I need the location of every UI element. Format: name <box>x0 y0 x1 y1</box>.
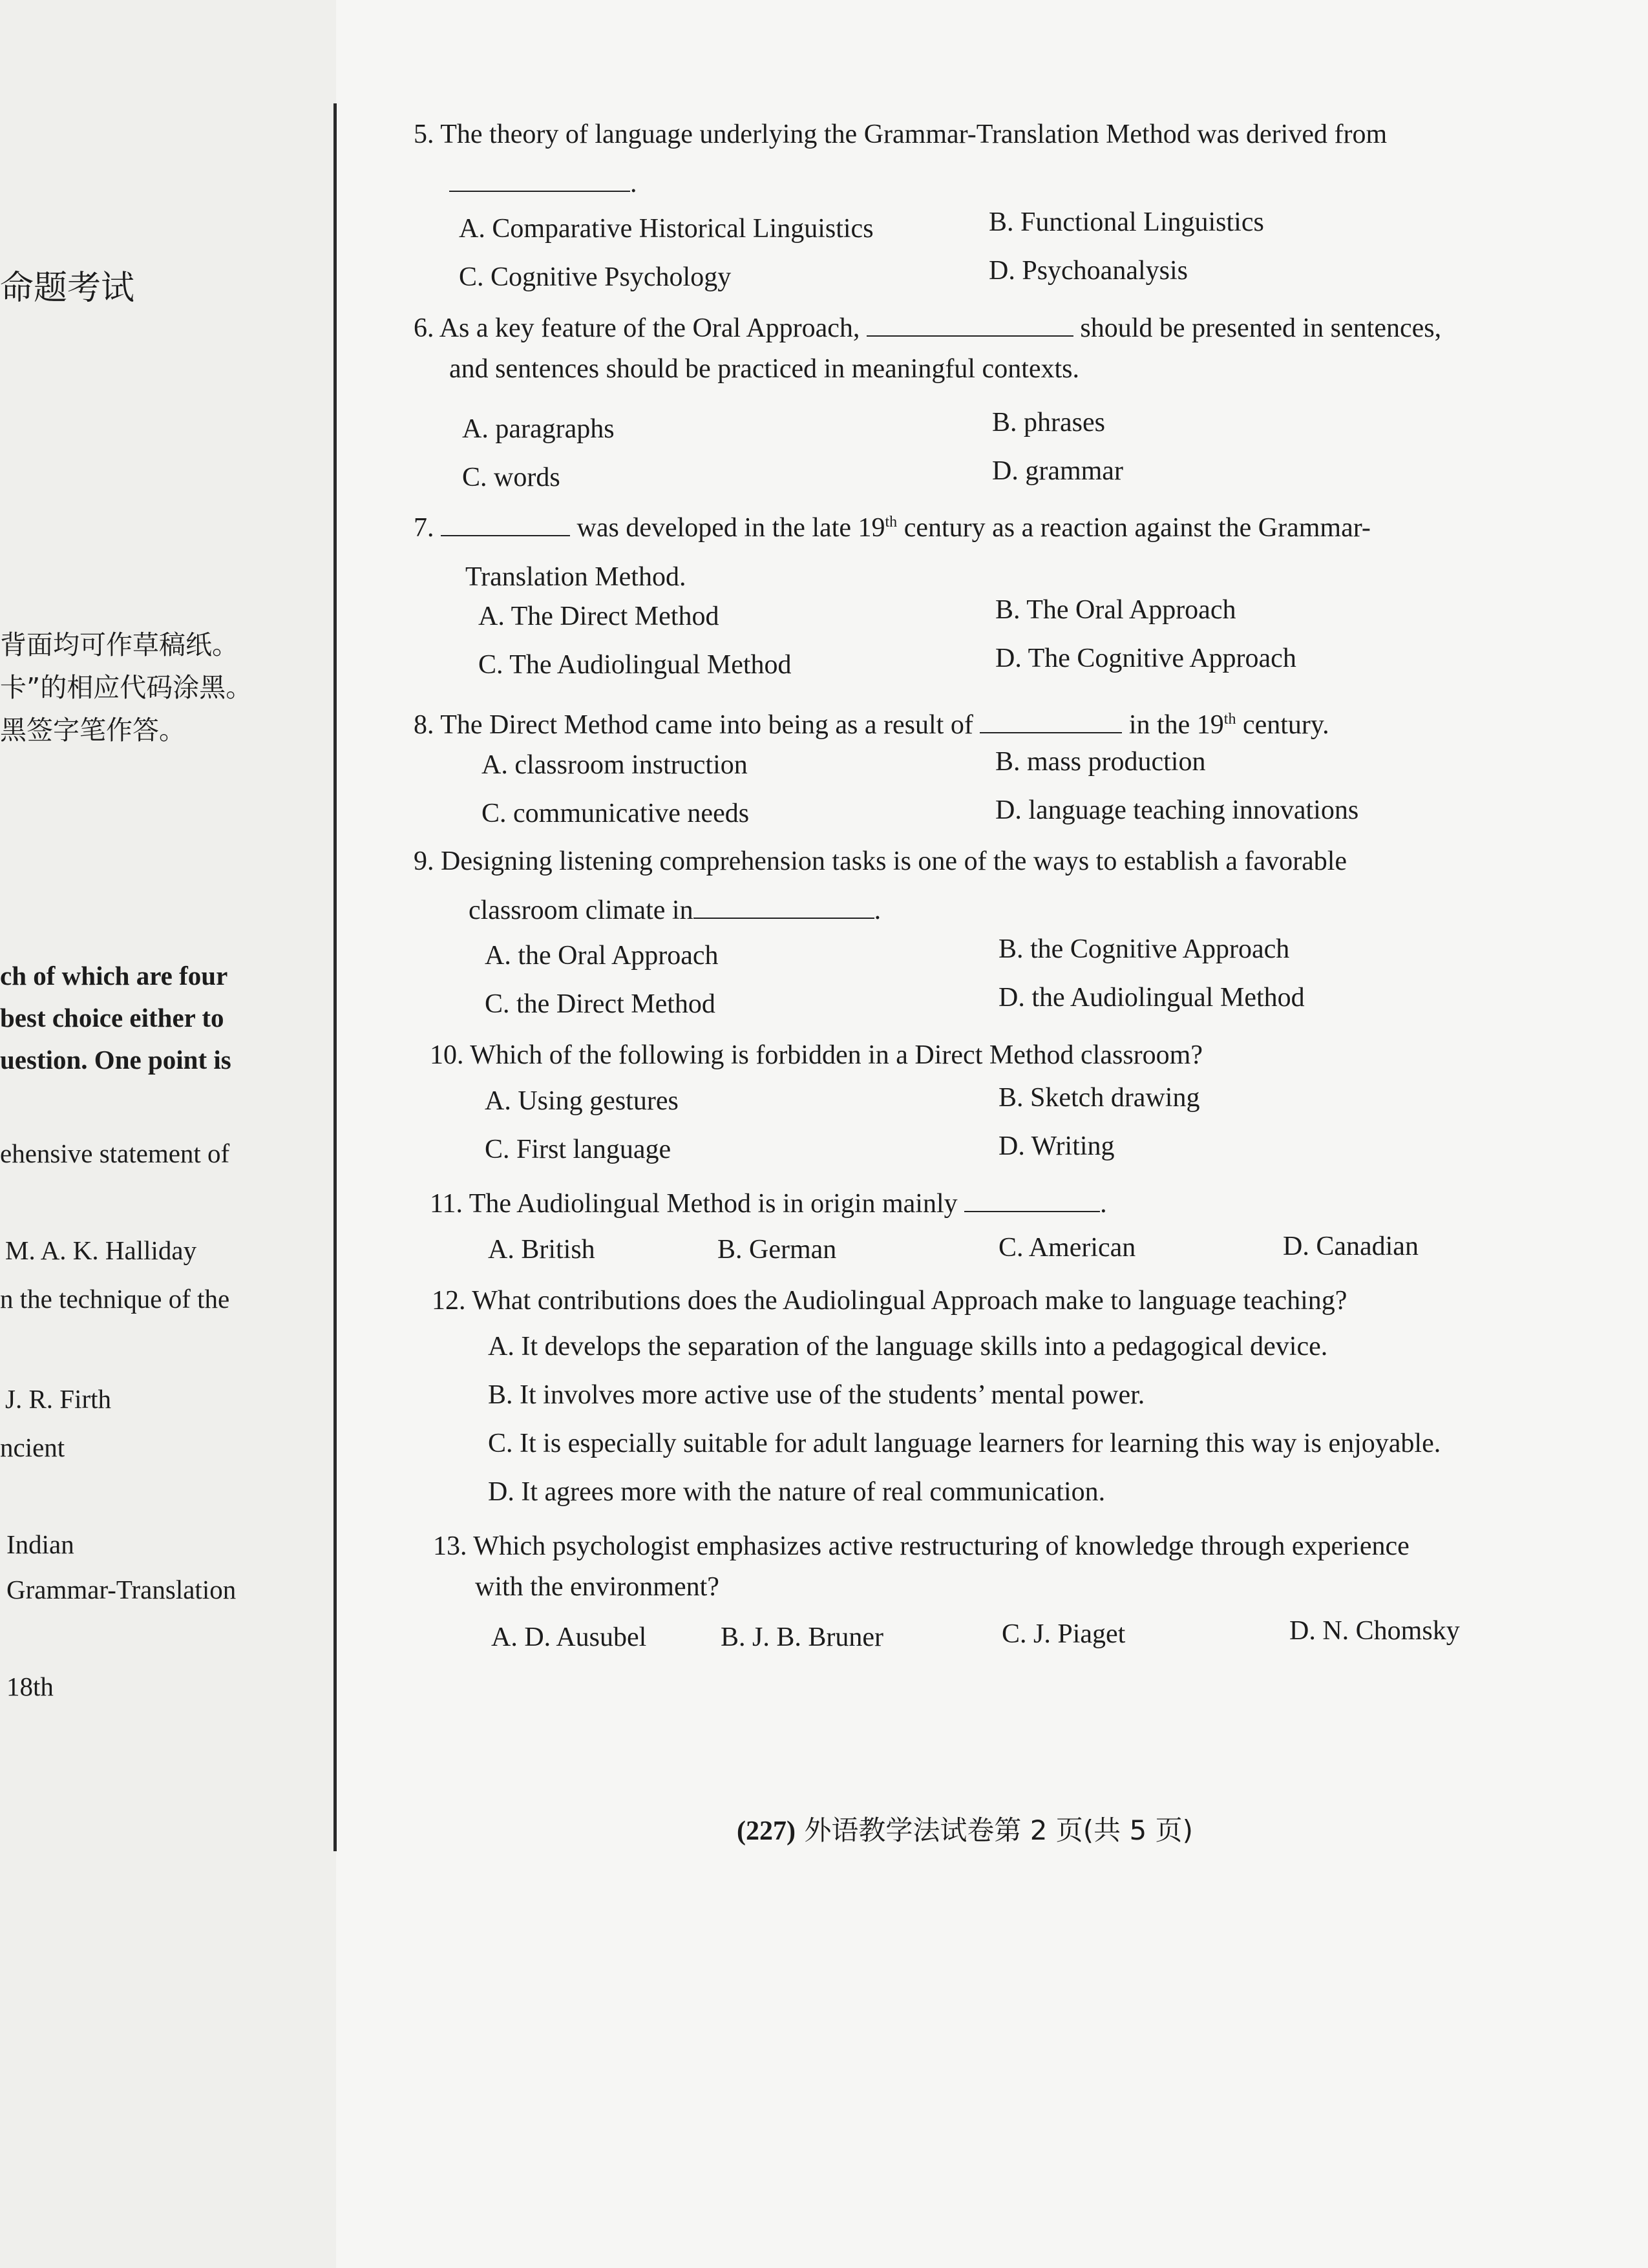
option-a[interactable]: A. It develops the separation of the language skills into a pedagogical device. <box>488 1332 1328 1361</box>
answer-blank[interactable] <box>449 163 630 192</box>
option-c[interactable]: C. the Direct Method <box>485 989 715 1019</box>
option-b[interactable]: B. The Oral Approach <box>995 595 1236 625</box>
left-fragment: 命题考试 <box>0 269 135 308</box>
option-d[interactable]: D. Writing <box>998 1131 1115 1161</box>
question-stem: 9. Designing listening comprehension tasks is one of the ways to establish a favorable <box>414 846 1347 876</box>
question-stem: 11. The Audiolingual Method is in origin mainly . <box>414 1179 1512 1228</box>
page-footer <box>737 1809 1193 1848</box>
left-fragment: Grammar-Translation <box>6 1575 237 1604</box>
column-divider <box>333 103 337 1851</box>
option-d[interactable]: D. language teaching innovations <box>995 795 1359 825</box>
option-b[interactable]: B. Sketch drawing <box>998 1083 1200 1113</box>
left-fragment: 背面均可作草稿纸。 <box>0 629 238 660</box>
option-c[interactable]: C. The Audiolingual Method <box>478 650 792 680</box>
question-7 <box>414 498 1512 680</box>
option-c[interactable]: C. It is especially suitable for adult language learners for learning this way is enjoyable. <box>488 1429 1441 1458</box>
answer-blank[interactable] <box>964 1184 1100 1212</box>
question-stem: 10. Which of the following is forbidden in a Direct Method classroom? <box>430 1040 1203 1070</box>
option-c[interactable]: C. J. Piaget <box>1002 1619 1126 1649</box>
page-code: (227) <box>737 1816 796 1846</box>
question-stem-line2: classroom climate in . <box>414 886 1512 935</box>
option-a[interactable]: A. Using gestures <box>485 1086 679 1116</box>
left-fragment: ncient <box>0 1433 65 1462</box>
answer-blank[interactable] <box>441 508 570 536</box>
left-fragment: Indian <box>6 1529 74 1559</box>
option-a[interactable]: A. British <box>488 1235 595 1265</box>
answer-blank[interactable] <box>867 308 1073 337</box>
option-a[interactable]: A. D. Ausubel <box>491 1622 647 1652</box>
question-9 <box>414 837 1512 1019</box>
left-fragment: ch of which are four <box>0 961 228 991</box>
question-5 <box>414 110 1512 292</box>
option-d[interactable]: D. The Cognitive Approach <box>995 644 1296 673</box>
question-12 <box>414 1276 1512 1507</box>
left-fragment: 卡”的相应代码涂黑。 <box>0 672 253 703</box>
question-stem-line2: . <box>414 159 1512 208</box>
answer-blank[interactable] <box>693 890 874 919</box>
question-stem-line2: and sentences should be practiced in meaningful contexts. <box>449 354 1080 384</box>
option-d[interactable]: D. Psychoanalysis <box>989 256 1188 286</box>
question-6 <box>414 304 1512 492</box>
question-stem: 12. What contributions does the Audiolingual Approach make to language teaching? <box>432 1286 1347 1316</box>
question-10 <box>414 1031 1512 1164</box>
left-fragment: J. R. Firth <box>5 1384 112 1414</box>
option-b[interactable]: B. phrases <box>992 408 1105 437</box>
question-stem: 5. The theory of language underlying the Grammar-Translation Method was derived from <box>414 120 1388 149</box>
option-b[interactable]: B. J. B. Bruner <box>721 1622 883 1652</box>
question-8 <box>414 695 1512 828</box>
question-stem: 13. Which psychologist emphasizes active restructuring of knowledge through experience <box>433 1531 1410 1561</box>
option-d[interactable]: D. the Audiolingual Method <box>998 983 1305 1013</box>
option-b[interactable]: B. It involves more active use of the students’ mental power. <box>488 1380 1145 1410</box>
option-c[interactable]: C. words <box>462 463 560 492</box>
left-fragment: M. A. K. Halliday <box>5 1235 197 1265</box>
question-stem-line2: Translation Method. <box>465 562 686 592</box>
question-11 <box>414 1179 1512 1265</box>
option-c[interactable]: C. American <box>998 1233 1136 1263</box>
option-d[interactable]: D. Canadian <box>1283 1232 1419 1261</box>
option-d[interactable]: D. It agrees more with the nature of real communication. <box>488 1477 1106 1507</box>
page-footer-text: 外语教学法试卷第 2 页(共 5 页) <box>804 1814 1193 1846</box>
left-fragment: uestion. One point is <box>0 1045 231 1075</box>
option-c[interactable]: C. First language <box>485 1135 671 1164</box>
option-b[interactable]: B. the Cognitive Approach <box>998 934 1290 964</box>
question-stem: 7. was developed in the late 19th century as a reaction against the Grammar- <box>414 498 1512 552</box>
left-fragment: 18th <box>6 1672 54 1701</box>
option-c[interactable]: C. communicative needs <box>481 799 750 828</box>
question-13 <box>414 1522 1512 1652</box>
option-a[interactable]: A. Comparative Historical Linguistics <box>459 214 874 244</box>
option-b[interactable]: B. German <box>717 1235 837 1265</box>
left-fragment: ehensive statement of <box>0 1139 230 1168</box>
option-b[interactable]: B. Functional Linguistics <box>989 207 1264 237</box>
option-a[interactable]: A. classroom instruction <box>481 750 748 780</box>
left-fragment: best choice either to <box>0 1003 224 1033</box>
question-stem-line2: with the environment? <box>475 1572 719 1602</box>
option-d[interactable]: D. grammar <box>992 456 1123 486</box>
left-column-fragment-strip <box>0 0 336 2268</box>
left-fragment: n the technique of the <box>0 1284 230 1314</box>
question-stem: 6. As a key feature of the Oral Approach, should be presented in sentences, <box>414 304 1512 353</box>
option-c[interactable]: C. Cognitive Psychology <box>459 262 732 292</box>
option-a[interactable]: A. the Oral Approach <box>485 941 719 971</box>
option-a[interactable]: A. The Direct Method <box>478 602 719 631</box>
question-stem: 8. The Direct Method came into being as a result of in the 19th century. <box>414 695 1512 750</box>
left-fragment: 黑签字笔作答。 <box>0 715 185 746</box>
option-b[interactable]: B. mass production <box>995 747 1206 777</box>
option-d[interactable]: D. N. Chomsky <box>1289 1616 1460 1646</box>
answer-blank[interactable] <box>980 705 1122 733</box>
option-a[interactable]: A. paragraphs <box>462 414 615 444</box>
